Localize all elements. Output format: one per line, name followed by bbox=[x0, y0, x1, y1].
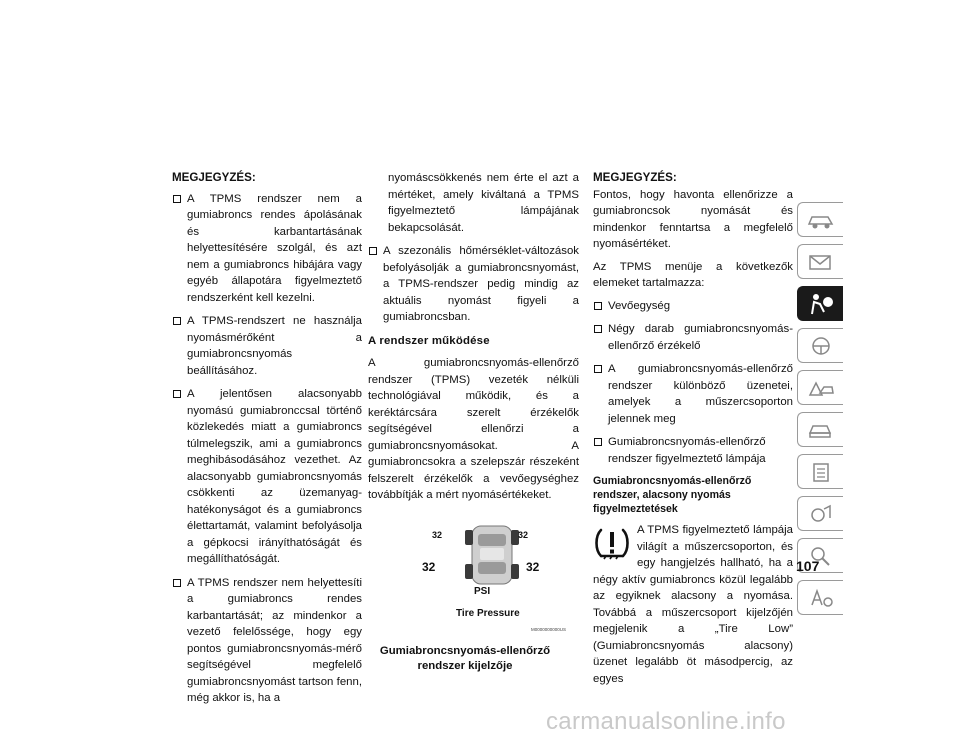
tire-pressure-display-figure bbox=[422, 522, 567, 632]
list-item: Négy darab gumiabroncsnyomás-ellenőrző érzékelő bbox=[593, 321, 793, 354]
display-label: Tire Pressure bbox=[456, 607, 520, 619]
page-number: 107 bbox=[796, 558, 820, 574]
checkbox-bullet-icon bbox=[173, 579, 181, 587]
list-item: A gumiabroncsnyomás-ellenőrző rendszer különböző üzenetei, amelyek a műszercsoporton jelennek meg bbox=[593, 361, 793, 427]
language-icon bbox=[806, 587, 836, 609]
footer-watermark: carmanualsonline.info bbox=[546, 708, 786, 735]
tire-pressure-rear-left: 32 bbox=[422, 559, 436, 574]
note-bullet-list bbox=[172, 191, 362, 707]
list-item: A TPMS rendszer nem a gumiabroncs rendes ápolásának és karbantartásának helyettesítésére szolgál, és azt nem a gumiabroncs hibájára vagy egyéb állapotára figyelmeztető rendszerként kell kezelni. bbox=[172, 191, 362, 307]
column-left bbox=[172, 170, 362, 714]
tab-getting-to-know[interactable] bbox=[797, 244, 843, 279]
figure-code: M0000000000US bbox=[531, 626, 567, 632]
figure-caption: Gumiabroncsnyomás-ellenőrző rendszer kijelzője bbox=[379, 644, 551, 672]
tab-servicing[interactable] bbox=[797, 412, 843, 447]
checkbox-bullet-icon bbox=[594, 302, 602, 310]
pressure-unit: PSI bbox=[474, 585, 491, 597]
list-item: Gumiabroncsnyomás-ellenőrző rendszer figyelmeztető lámpája bbox=[593, 434, 793, 467]
tab-languages[interactable] bbox=[797, 580, 843, 615]
checkbox-bullet-icon bbox=[594, 325, 602, 333]
envelope-car-icon bbox=[806, 251, 836, 273]
menu-items-list bbox=[593, 298, 793, 468]
checkbox-bullet-icon bbox=[594, 438, 602, 446]
car-icon bbox=[806, 209, 836, 231]
document-list-icon bbox=[806, 461, 836, 483]
checkbox-bullet-icon bbox=[173, 317, 181, 325]
continued-text: nyomáscsökkenés nem érte el azt a mértéket, amely kiváltaná a TPMS figyelmeztető lámpájának bekapcsolását. bbox=[388, 172, 579, 234]
tab-safety[interactable] bbox=[797, 286, 843, 321]
airbag-safety-icon bbox=[806, 292, 836, 316]
warning-subheading: Gumiabroncsnyomás-ellenőrző rendszer, alacsony nyomás figyelmeztetések bbox=[593, 475, 752, 515]
checkbox-bullet-icon bbox=[369, 247, 377, 255]
section-heading: A rendszer működése bbox=[368, 334, 490, 347]
tire-pressure-front-left: 32 bbox=[432, 529, 443, 540]
menu-intro: Az TPMS menüje a következők elemeket tartalmazza: bbox=[593, 260, 793, 289]
note-title: MEGJEGYZÉS: bbox=[172, 171, 256, 184]
tab-technical[interactable] bbox=[797, 454, 843, 489]
list-item: Vevőegység bbox=[593, 298, 793, 315]
warning-block bbox=[593, 522, 793, 687]
tab-vehicle[interactable] bbox=[797, 202, 843, 237]
list-item: A TPMS rendszer nem helyettesíti a gumiabroncs rendes karbantartását; az mindenkor a vezető felelőssége, hogy egy pontos gumiabroncsnyomás-mérő segítségével megfelelő gumiabroncsnyomást tartson fenn, még akkor is, ha a bbox=[172, 575, 362, 707]
list-item: A szezonális hőmérséklet-változások befolyásolják a gumiabroncsnyomást, a TPMS-rendszer pedig mindig az aktuális nyomást figyeli a gumiabroncsban. bbox=[368, 243, 579, 326]
tab-emergency[interactable] bbox=[797, 370, 843, 405]
middle-bullet-list bbox=[368, 243, 579, 326]
tpms-warning-icon bbox=[593, 524, 631, 562]
column-right bbox=[593, 170, 793, 693]
note-title: MEGJEGYZÉS: bbox=[593, 171, 677, 184]
tab-multimedia[interactable] bbox=[797, 496, 843, 531]
list-item: A jelentősen alacsonyabb nyomású gumiabronccsal történő közlekedés miatt a gumiabroncs túlmelegszik, ami a gumiabroncs meghibásodásához vezethet. Az alacsonyabb gumiabroncsnyomás csökkenti az üzemanyag-hatékonyságot és a gumiabroncs élettartamát, valamint befolyásolja a gépkocsi irányíthatóságát és megállíthatóságát. bbox=[172, 386, 362, 568]
warning-car-icon bbox=[806, 377, 836, 399]
column-middle bbox=[368, 170, 579, 674]
tire-pressure-rear-right: 32 bbox=[526, 559, 540, 574]
tire-pressure-front-right: 32 bbox=[518, 529, 529, 540]
checkbox-bullet-icon bbox=[173, 195, 181, 203]
checkbox-bullet-icon bbox=[594, 365, 602, 373]
note-text: Fontos, hogy havonta ellenőrizze a gumiabroncsok nyomását és mindenkor fenntartsa a megfelelő nyomásértéket. bbox=[593, 188, 793, 250]
warning-text: A TPMS figyelmeztető lámpája világít a műszercsoporton, és egy hangjelzés hallható, ha a négy aktív gumiabroncs közül legalább az egyiknek alacsony a nyomása. Továbbá a műszercsoport kijelzőjén megjelenik a „Tire Low” (Gumiabroncsnyomás alacsony) üzenet legalább öt másodpercig, az egyes bbox=[593, 524, 793, 685]
media-icon bbox=[806, 503, 836, 525]
car-service-icon bbox=[806, 419, 836, 441]
steering-wheel-icon bbox=[806, 335, 836, 357]
list-item: A TPMS-rendszert ne használja nyomásmérőként a gumiabroncsnyomás beállításához. bbox=[172, 313, 362, 379]
section-paragraph: A gumiabroncsnyomás-ellenőrző rendszer (TPMS) vezeték nélküli technológiával működik, és a keréktárcsára szerelt érzékelők segítségével ellenőrzi a gumiabroncsnyomásokat. A gumiabroncsokra a szelepszár részeként felszerelt érzékelők a vevőegységhez továbbítják a mért nyomásértékeket. bbox=[368, 357, 579, 501]
checkbox-bullet-icon bbox=[173, 390, 181, 398]
tab-starting[interactable] bbox=[797, 328, 843, 363]
